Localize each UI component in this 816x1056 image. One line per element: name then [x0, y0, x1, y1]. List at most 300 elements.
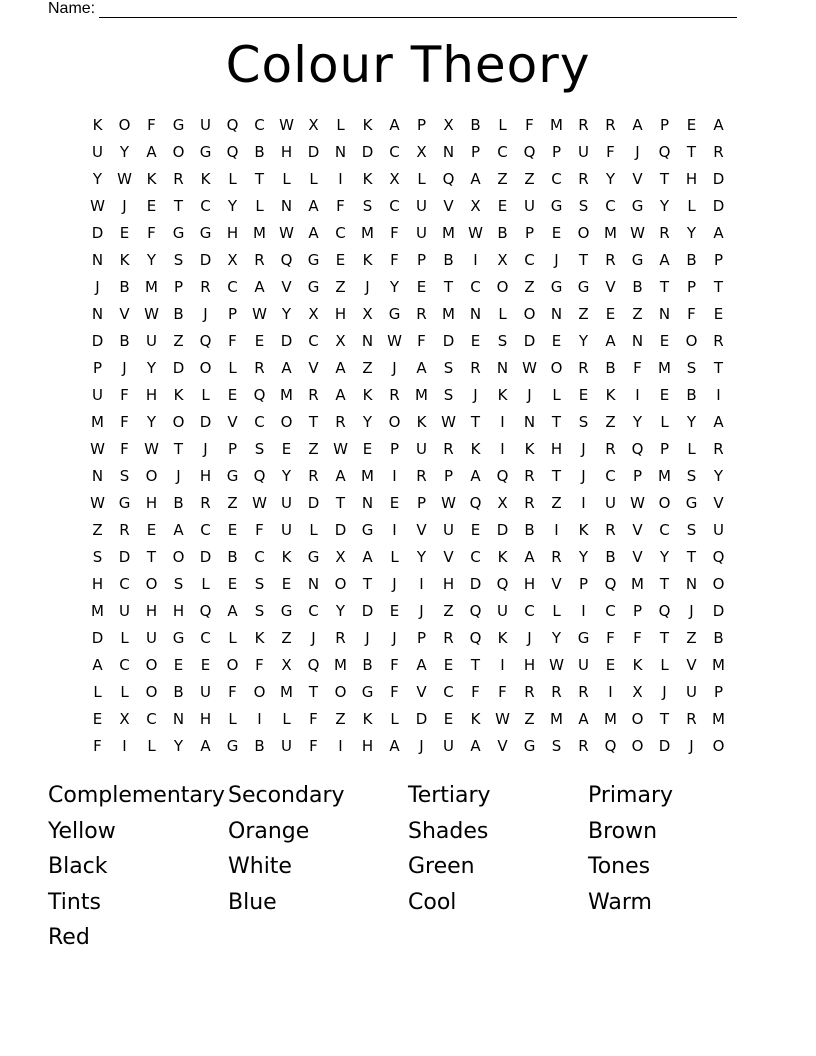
word-list-item: Tints	[48, 889, 101, 915]
grid-letter: C	[200, 629, 211, 647]
grid-letter: Z	[173, 332, 184, 350]
grid-letter: W	[495, 710, 510, 728]
grid-letter: K	[362, 710, 373, 728]
grid-letter: C	[524, 602, 535, 620]
grid-letter: C	[389, 197, 400, 215]
grid-letter: B	[227, 548, 238, 566]
grid-letter: C	[200, 521, 211, 539]
grid-letter: M	[361, 467, 374, 485]
grid-letter: W	[279, 116, 294, 134]
grid-letter: H	[523, 575, 536, 593]
grid-letter: L	[201, 575, 210, 593]
grid-row	[84, 598, 732, 625]
grid-letter: K	[200, 170, 211, 188]
grid-letter: O	[145, 683, 158, 701]
grid-letter: P	[389, 440, 400, 458]
grid-letter: J	[689, 737, 694, 755]
grid-letter: N	[523, 413, 536, 431]
grid-row	[84, 652, 732, 679]
word-list-item: Brown	[588, 818, 658, 844]
grid-letter: J	[419, 737, 424, 755]
grid-letter: P	[686, 278, 697, 296]
grid-letter: E	[227, 386, 238, 404]
grid-letter: A	[713, 116, 724, 134]
grid-letter: D	[199, 251, 212, 269]
grid-row	[84, 463, 732, 490]
grid-letter: Y	[632, 413, 643, 431]
grid-letter: M	[334, 656, 347, 674]
grid-letter: O	[631, 737, 644, 755]
grid-letter: A	[605, 332, 616, 350]
grid-letter: D	[361, 602, 374, 620]
grid-letter: O	[280, 413, 293, 431]
grid-letter: Z	[443, 602, 454, 620]
grid-letter: F	[606, 143, 615, 161]
grid-letter: A	[308, 224, 319, 242]
grid-letter: L	[660, 413, 669, 431]
grid-letter: V	[308, 359, 319, 377]
grid-letter: R	[308, 467, 319, 485]
grid-letter: G	[550, 278, 563, 296]
grid-letter: I	[716, 386, 721, 404]
grid-letter: T	[362, 575, 373, 593]
grid-letter: X	[497, 251, 508, 269]
grid-letter: C	[443, 683, 454, 701]
grid-letter: K	[497, 386, 508, 404]
grid-row	[84, 328, 732, 355]
grid-letter: P	[632, 602, 643, 620]
grid-letter: Z	[632, 305, 643, 323]
grid-letter: S	[173, 251, 184, 269]
grid-letter: Q	[199, 602, 212, 620]
grid-letter: Y	[659, 197, 670, 215]
grid-letter: R	[524, 683, 535, 701]
grid-letter: Q	[604, 575, 617, 593]
grid-letter: L	[282, 170, 291, 188]
grid-letter: P	[632, 467, 643, 485]
grid-row	[84, 139, 732, 166]
grid-letter: E	[686, 116, 697, 134]
grid-letter: W	[549, 656, 564, 674]
grid-letter: Y	[362, 413, 373, 431]
grid-letter: L	[660, 656, 669, 674]
grid-letter: W	[522, 359, 537, 377]
grid-letter: M	[91, 602, 104, 620]
grid-letter: H	[172, 602, 185, 620]
grid-letter: Y	[686, 224, 697, 242]
grid-letter: V	[551, 575, 562, 593]
grid-letter: E	[605, 656, 616, 674]
grid-letter: M	[361, 224, 374, 242]
grid-letter: C	[119, 656, 130, 674]
grid-letter: P	[659, 440, 670, 458]
grid-letter: O	[226, 656, 239, 674]
grid-letter: K	[497, 548, 508, 566]
grid-row	[84, 733, 732, 760]
grid-letter: E	[389, 602, 400, 620]
grid-letter: W	[279, 224, 294, 242]
grid-letter: E	[443, 656, 454, 674]
grid-letter: P	[416, 494, 427, 512]
grid-letter: D	[91, 224, 104, 242]
grid-letter: B	[470, 116, 481, 134]
grid-letter: J	[122, 197, 127, 215]
grid-letter: G	[226, 737, 239, 755]
grid-letter: E	[578, 386, 589, 404]
grid-letter: Q	[253, 386, 266, 404]
grid-letter: L	[336, 116, 345, 134]
grid-letter: S	[362, 197, 373, 215]
grid-letter: E	[281, 575, 292, 593]
grid-letter: E	[659, 332, 670, 350]
grid-letter: P	[173, 278, 184, 296]
word-list-item: Tones	[588, 854, 651, 879]
grid-letter: D	[307, 494, 320, 512]
grid-letter: V	[632, 548, 643, 566]
grid-letter: P	[524, 224, 535, 242]
grid-letter: E	[713, 305, 724, 323]
grid-letter: I	[419, 575, 424, 593]
grid-letter: L	[687, 440, 696, 458]
grid-letter: N	[469, 305, 482, 323]
grid-letter: W	[387, 332, 402, 350]
grid-letter: S	[173, 575, 184, 593]
grid-letter: Q	[712, 548, 725, 566]
grid-letter: Y	[551, 629, 562, 647]
grid-letter: A	[362, 548, 373, 566]
grid-letter: C	[659, 521, 670, 539]
grid-letter: L	[390, 548, 399, 566]
grid-letter: T	[713, 278, 724, 296]
grid-letter: N	[91, 305, 104, 323]
grid-letter: R	[254, 251, 265, 269]
grid-letter: Y	[227, 197, 238, 215]
grid-letter: B	[605, 359, 616, 377]
grid-letter: J	[635, 143, 640, 161]
grid-letter: R	[578, 359, 589, 377]
grid-letter: O	[631, 710, 644, 728]
grid-letter: H	[226, 224, 239, 242]
grid-letter: R	[524, 467, 535, 485]
grid-letter: J	[203, 440, 208, 458]
grid-letter: J	[392, 629, 397, 647]
grid-row	[84, 706, 732, 733]
grid-letter: M	[253, 224, 266, 242]
grid-letter: G	[172, 224, 185, 242]
grid-letter: U	[146, 629, 157, 647]
grid-letter: I	[500, 656, 505, 674]
grid-letter: A	[200, 737, 211, 755]
grid-letter: P	[227, 305, 238, 323]
grid-letter: N	[550, 305, 563, 323]
grid-letter: R	[605, 521, 616, 539]
grid-letter: S	[443, 386, 454, 404]
grid-letter: V	[632, 521, 643, 539]
grid-letter: M	[604, 224, 617, 242]
grid-letter: P	[578, 575, 589, 593]
grid-letter: R	[173, 170, 184, 188]
word-list-item: Primary	[588, 783, 674, 808]
grid-letter: D	[442, 332, 455, 350]
grid-letter: A	[416, 656, 427, 674]
grid-letter: R	[551, 548, 562, 566]
grid-row	[84, 220, 732, 247]
grid-letter: Z	[686, 629, 697, 647]
grid-letter: X	[281, 656, 292, 674]
grid-letter: I	[635, 386, 640, 404]
grid-letter: U	[281, 494, 292, 512]
grid-letter: J	[392, 575, 397, 593]
grid-letter: G	[550, 197, 563, 215]
grid-letter: M	[442, 305, 455, 323]
grid-letter: K	[119, 251, 130, 269]
grid-letter: Z	[524, 710, 535, 728]
grid-letter: J	[581, 467, 586, 485]
grid-letter: V	[416, 683, 427, 701]
word-list-item: Cool	[408, 889, 457, 915]
grid-letter: J	[176, 467, 181, 485]
grid-letter: B	[497, 224, 508, 242]
grid-letter: B	[119, 332, 130, 350]
grid-letter: M	[280, 683, 293, 701]
grid-letter: L	[255, 197, 264, 215]
grid-letter: H	[550, 440, 563, 458]
grid-letter: T	[308, 683, 319, 701]
grid-letter: I	[392, 521, 397, 539]
grid-letter: Z	[227, 494, 238, 512]
grid-letter: Z	[362, 359, 373, 377]
grid-letter: Y	[659, 548, 670, 566]
grid-row	[84, 274, 732, 301]
grid-letter: Q	[442, 170, 455, 188]
grid-letter: T	[173, 440, 184, 458]
grid-letter: T	[551, 413, 562, 431]
grid-letter: L	[201, 386, 210, 404]
grid-letter: N	[631, 332, 644, 350]
grid-letter: W	[90, 440, 105, 458]
grid-letter: Z	[335, 278, 346, 296]
grid-letter: T	[659, 629, 670, 647]
grid-letter: F	[147, 116, 156, 134]
grid-letter: S	[686, 359, 697, 377]
grid-letter: C	[200, 197, 211, 215]
grid-letter: F	[417, 332, 426, 350]
grid-letter: I	[581, 494, 586, 512]
word-list-item: Yellow	[48, 818, 116, 844]
grid-letter: T	[659, 170, 670, 188]
grid-letter: F	[525, 116, 534, 134]
word-list-item: Tertiary	[408, 783, 491, 808]
page-title: Colour Theory	[225, 36, 591, 94]
grid-letter: Y	[578, 332, 589, 350]
grid-letter: R	[443, 629, 454, 647]
grid-letter: A	[713, 413, 724, 431]
grid-letter: L	[228, 170, 237, 188]
grid-letter: D	[91, 629, 104, 647]
grid-letter: Y	[146, 413, 157, 431]
grid-letter: T	[578, 251, 589, 269]
grid-letter: A	[146, 143, 157, 161]
grid-letter: E	[443, 710, 454, 728]
grid-letter: C	[470, 278, 481, 296]
grid-letter: G	[577, 278, 590, 296]
grid-letter: R	[578, 737, 589, 755]
name-blank-line[interactable]	[99, 3, 737, 18]
grid-letter: D	[658, 737, 671, 755]
grid-letter: J	[311, 629, 316, 647]
grid-letter: X	[470, 197, 481, 215]
grid-letter: A	[470, 737, 481, 755]
grid-letter: X	[632, 683, 643, 701]
grid-letter: H	[685, 170, 698, 188]
grid-letter: D	[415, 710, 428, 728]
grid-letter: G	[523, 737, 536, 755]
grid-letter: V	[227, 413, 238, 431]
grid-letter: F	[309, 710, 318, 728]
grid-row	[84, 490, 732, 517]
grid-letter: W	[144, 440, 159, 458]
grid-letter: W	[441, 494, 456, 512]
word-list-item: Red	[48, 925, 90, 950]
grid-letter: J	[365, 278, 370, 296]
grid-letter: C	[254, 548, 265, 566]
grid-letter: I	[608, 683, 613, 701]
grid-letter: Z	[92, 521, 103, 539]
grid-row	[84, 193, 732, 220]
grid-row	[84, 355, 732, 382]
grid-letter: O	[550, 359, 563, 377]
grid-letter: T	[659, 710, 670, 728]
grid-letter: N	[658, 305, 671, 323]
grid-letter: C	[497, 143, 508, 161]
grid-letter: F	[390, 251, 399, 269]
grid-letter: M	[550, 116, 563, 134]
grid-letter: Z	[335, 710, 346, 728]
grid-letter: U	[281, 521, 292, 539]
grid-letter: S	[686, 521, 697, 539]
grid-letter: E	[254, 332, 265, 350]
grid-letter: O	[118, 116, 131, 134]
grid-letter: O	[334, 575, 347, 593]
grid-letter: L	[228, 710, 237, 728]
grid-letter: T	[551, 467, 562, 485]
grid-letter: A	[281, 359, 292, 377]
grid-letter: J	[662, 683, 667, 701]
name-field[interactable]	[48, 0, 737, 18]
grid-letter: Q	[469, 629, 482, 647]
grid-letter: G	[388, 305, 401, 323]
grid-letter: E	[470, 521, 481, 539]
grid-letter: A	[659, 251, 670, 269]
word-list-item: Warm	[588, 889, 652, 915]
grid-letter: O	[496, 278, 509, 296]
grid-letter: G	[631, 197, 644, 215]
grid-letter: W	[333, 440, 348, 458]
grid-row	[84, 112, 732, 139]
grid-letter: T	[686, 143, 697, 161]
grid-letter: R	[524, 494, 535, 512]
grid-letter: T	[470, 656, 481, 674]
grid-letter: C	[524, 251, 535, 269]
grid-letter: U	[713, 521, 724, 539]
grid-letter: G	[226, 467, 239, 485]
grid-letter: R	[470, 359, 481, 377]
grid-letter: O	[577, 224, 590, 242]
grid-letter: R	[335, 413, 346, 431]
grid-letter: T	[173, 197, 184, 215]
grid-letter: B	[173, 494, 184, 512]
grid-row	[84, 544, 732, 571]
grid-row	[84, 517, 732, 544]
grid-letter: F	[120, 386, 129, 404]
grid-letter: F	[147, 224, 156, 242]
grid-letter: F	[471, 683, 480, 701]
grid-letter: K	[578, 521, 589, 539]
grid-letter: I	[581, 602, 586, 620]
grid-letter: A	[416, 359, 427, 377]
grid-letter: Q	[469, 494, 482, 512]
grid-letter: G	[361, 683, 374, 701]
grid-letter: W	[468, 224, 483, 242]
grid-letter: X	[443, 116, 454, 134]
grid-letter: U	[578, 656, 589, 674]
grid-letter: L	[687, 197, 696, 215]
grid-letter: B	[686, 386, 697, 404]
grid-letter: R	[605, 251, 616, 269]
grid-row	[84, 166, 732, 193]
grid-letter: F	[336, 197, 345, 215]
grid-letter: A	[470, 170, 481, 188]
grid-letter: S	[92, 548, 103, 566]
grid-letter: Z	[524, 278, 535, 296]
grid-letter: O	[712, 575, 725, 593]
grid-letter: U	[200, 683, 211, 701]
grid-row	[84, 409, 732, 436]
grid-letter: E	[551, 332, 562, 350]
grid-letter: W	[441, 413, 456, 431]
grid-letter: J	[419, 602, 424, 620]
grid-letter: P	[227, 440, 238, 458]
grid-letter: X	[335, 548, 346, 566]
grid-letter: Z	[308, 440, 319, 458]
grid-letter: X	[416, 143, 427, 161]
grid-letter: R	[416, 305, 427, 323]
grid-letter: K	[416, 413, 427, 431]
grid-letter: A	[389, 116, 400, 134]
grid-letter: F	[228, 332, 237, 350]
grid-letter: X	[389, 170, 400, 188]
grid-letter: U	[416, 440, 427, 458]
grid-letter: D	[199, 548, 212, 566]
grid-letter: I	[500, 440, 505, 458]
grid-letter: E	[416, 278, 427, 296]
grid-letter: D	[307, 143, 320, 161]
grid-letter: U	[92, 143, 103, 161]
grid-letter: A	[713, 224, 724, 242]
grid-letter: Y	[281, 467, 292, 485]
grid-letter: F	[633, 359, 642, 377]
grid-letter: Y	[389, 278, 400, 296]
grid-letter: J	[95, 278, 100, 296]
grid-letter: U	[686, 683, 697, 701]
grid-letter: P	[416, 116, 427, 134]
grid-letter: N	[442, 143, 455, 161]
grid-letter: K	[281, 548, 292, 566]
grid-letter: W	[252, 305, 267, 323]
grid-letter: D	[334, 521, 347, 539]
grid-letter: K	[497, 629, 508, 647]
grid-letter: N	[280, 197, 293, 215]
